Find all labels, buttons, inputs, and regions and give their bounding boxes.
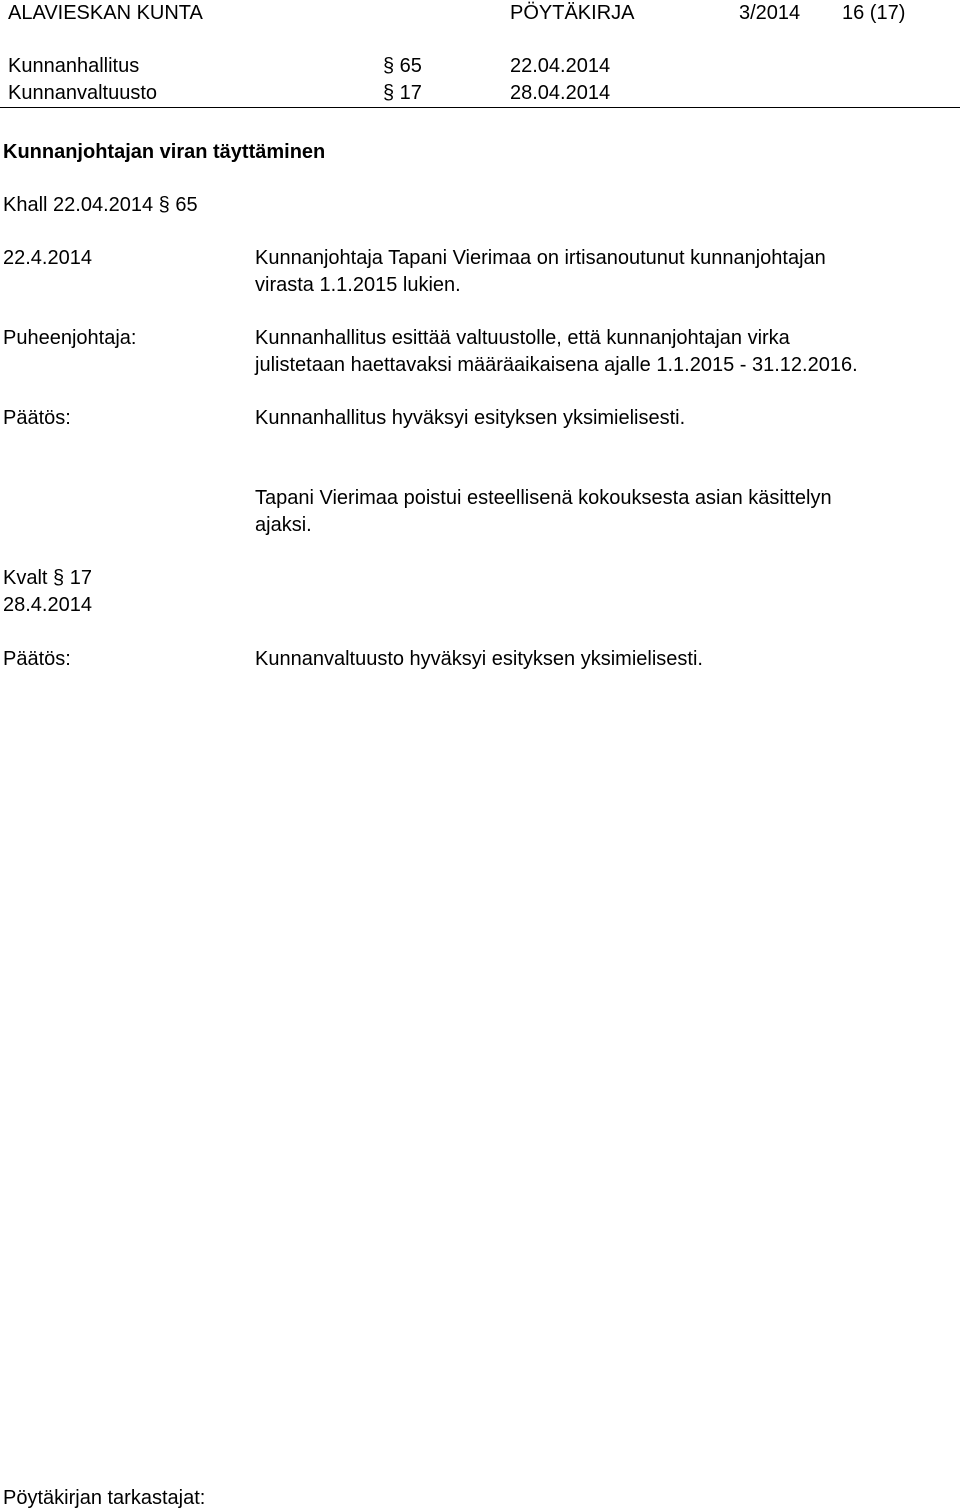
kvalt-date: 28.4.2014 <box>3 594 92 616</box>
header-divider <box>0 107 960 108</box>
meeting-section-2: § 17 <box>383 82 422 104</box>
page-title: Kunnanjohtajan viran täyttäminen <box>3 141 326 163</box>
meeting-date-1: 22.04.2014 <box>510 55 611 77</box>
org-name: ALAVIESKAN KUNTA <box>8 2 203 24</box>
doc-type: PÖYTÄKIRJA <box>510 2 635 24</box>
meeting-section-1: § 65 <box>383 55 422 77</box>
recusal-line-1: Tapani Vierimaa poistui esteellisenä kokouksesta asian käsittelyn <box>255 487 832 509</box>
khall-reference: Khall 22.04.2014 § 65 <box>3 194 198 216</box>
reviewers-label: Pöytäkirjan tarkastajat: <box>3 1487 206 1509</box>
kvalt-reference: Kvalt § 17 <box>3 567 92 589</box>
khall-decision-label: Päätös: <box>3 407 71 429</box>
intro-date: 22.4.2014 <box>3 247 92 269</box>
page-number: 16 (17) <box>842 2 906 24</box>
meeting-body-2: Kunnanvaltuusto <box>8 82 158 104</box>
meeting-body-1: Kunnanhallitus <box>8 55 140 77</box>
chair-label: Puheenjohtaja: <box>3 327 137 349</box>
chair-line-2: julistetaan haettavaksi määräaikaisena ajalle 1.1.2015 - 31.12.2016. <box>255 354 858 376</box>
recusal-line-2: ajaksi. <box>255 514 312 536</box>
intro-line-1: Kunnanjohtaja Tapani Vierimaa on irtisanoutunut kunnanjohtajan <box>255 247 826 269</box>
intro-line-2: virasta 1.1.2015 lukien. <box>255 274 461 296</box>
meeting-date-2: 28.04.2014 <box>510 82 611 104</box>
khall-decision-text: Kunnanhallitus hyväksyi esityksen yksimielisesti. <box>255 407 686 429</box>
doc-number: 3/2014 <box>739 2 801 24</box>
kvalt-decision-text: Kunnanvaltuusto hyväksyi esityksen yksimielisesti. <box>255 648 703 670</box>
chair-line-1: Kunnanhallitus esittää valtuustolle, että kunnanjohtajan virka <box>255 327 790 349</box>
kvalt-decision-label: Päätös: <box>3 648 71 670</box>
